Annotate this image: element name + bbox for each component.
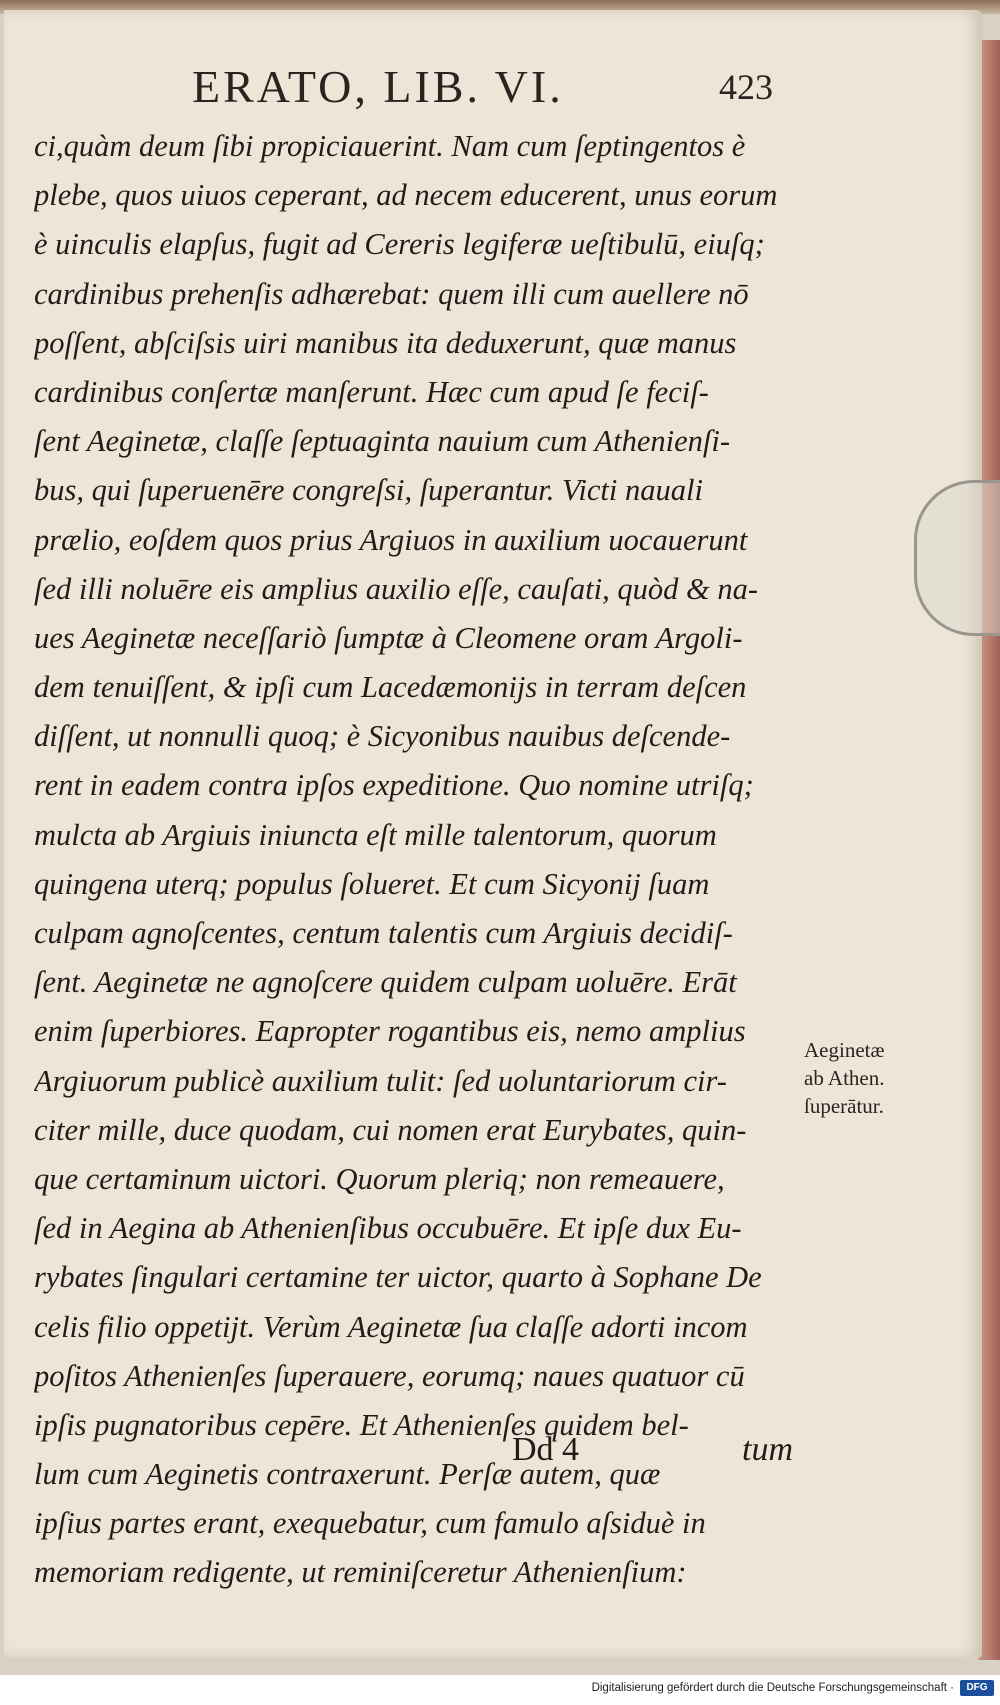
text-line: rybates ſingulari certamine ter uictor, quarto à Sophane De: [34, 1260, 762, 1295]
body-text: [34, 122, 814, 1598]
text-line: cardinibus conſertæ manſerunt. Hæc cum apud ſe feciſ-: [34, 374, 709, 409]
text-line: citer mille, duce quodam, cui nomen erat Eurybates, quin-: [34, 1112, 747, 1147]
text-line: que certaminum uictori. Quorum pleriq; non remeauere,: [34, 1161, 725, 1196]
text-line: ues Aeginetæ neceſſariò ſumptæ à Cleomene oram Argoli-: [34, 620, 743, 655]
marginal-note-line: ſuperātur.: [804, 1094, 884, 1118]
text-line: mulcta ab Argiuis iniuncta eſt mille talentorum, quorum: [34, 817, 717, 852]
text-line: enim ſuperbiores. Eapropter rogantibus eis, nemo amplius: [34, 1014, 746, 1049]
text-line: rent in eadem contra ipſos expeditione. Quo nomine utriſq;: [34, 768, 754, 803]
text-line: culpam agnoſcentes, centum talentis cum Argiuis decidiſ-: [34, 916, 733, 950]
text-line: poſſent, abſciſsis uiri manibus ita deduxerunt, quæ manus: [34, 325, 737, 360]
text-line: è uinculis elapſus, fugit ad Cereris legiferæ ueſtibulū, eiuſq;: [34, 227, 765, 262]
catchword-line: [4, 1431, 984, 1481]
footer-bar: [0, 1675, 1000, 1705]
text-line: ſent Aeginetæ, claſſe ſeptuaginta nauium cum Athenienſi-: [34, 424, 731, 459]
text-line: diſſent, ut nonnulli quoq; è Sicyonibus nauibus deſcende-: [34, 719, 731, 754]
dfg-logo: DFG: [960, 1680, 994, 1696]
marginal-note-line: ab Athen.: [804, 1066, 885, 1090]
text-line: Argiuorum publicè auxilium tulit: ſed uoluntariorum cir-: [34, 1063, 727, 1098]
text-line: ci,quàm deum ſibi propiciauerint. Nam cum ſeptingentos è: [34, 129, 746, 163]
text-line: quingena uterq; populus ſolueret. Et cum Sicyonij ſuam: [34, 866, 710, 901]
text-line: prælio, eoſdem quos prius Argiuos in auxilium uocauerunt: [34, 522, 748, 557]
text-line: celis filio oppetijt. Verùm Aeginetæ ſua claſſe adorti incom: [34, 1309, 748, 1344]
text-line: dem tenuiſſent, & ipſi cum Lacedæmonijs in terram deſcen: [34, 670, 747, 705]
marginal-note-line: Aeginetæ: [804, 1038, 885, 1062]
page-clip: [914, 480, 1000, 636]
page-header: [4, 60, 984, 120]
book-page: [4, 10, 982, 1658]
text-line: ſed illi noluēre eis amplius auxilio eſſe, cauſati, quòd & na-: [34, 571, 758, 606]
footer-credit: Digitalisierung gefördert durch die Deutsche Forschungsgemeinschaft ·: [591, 1682, 954, 1694]
text-line: ſed in Aegina ab Athenienſibus occubuēre. Et ipſe dux Eu-: [34, 1211, 742, 1246]
text-line: cardinibus prehenſis adhærebat: quem illi cum auellere nō: [34, 276, 749, 311]
signature-mark: Dd 4: [512, 1431, 580, 1468]
text-line: ſent. Aeginetæ ne agnoſcere quidem culpam uoluēre. Erāt: [34, 965, 737, 1000]
text-line: lum cum Aeginetis contraxerunt. Perſæ autem, quæ: [34, 1457, 661, 1492]
text-line: poſitos Athenienſes ſuperauere, eorumq; naues quatuor cū: [34, 1358, 745, 1393]
running-title: ERATO, LIB. VI.: [192, 61, 564, 112]
page-number: 423: [719, 67, 773, 107]
marginal-note: [804, 1036, 954, 1120]
text-line: ipſius partes erant, exequebatur, cum famulo aſsiduè in: [34, 1506, 706, 1541]
text-line: memoriam redigente, ut reminiſceretur Athenienſium:: [34, 1555, 687, 1590]
catchword: tum: [742, 1431, 793, 1468]
text-line: plebe, quos uiuos ceperant, ad necem educerent, unus eorum: [34, 178, 778, 213]
text-line: ipſis pugnatoribus cepēre. Et Athenienſes quidem bel-: [34, 1407, 689, 1442]
text-line: bus, qui ſuperuenēre congreſsi, ſuperantur. Victi nauali: [34, 473, 703, 508]
